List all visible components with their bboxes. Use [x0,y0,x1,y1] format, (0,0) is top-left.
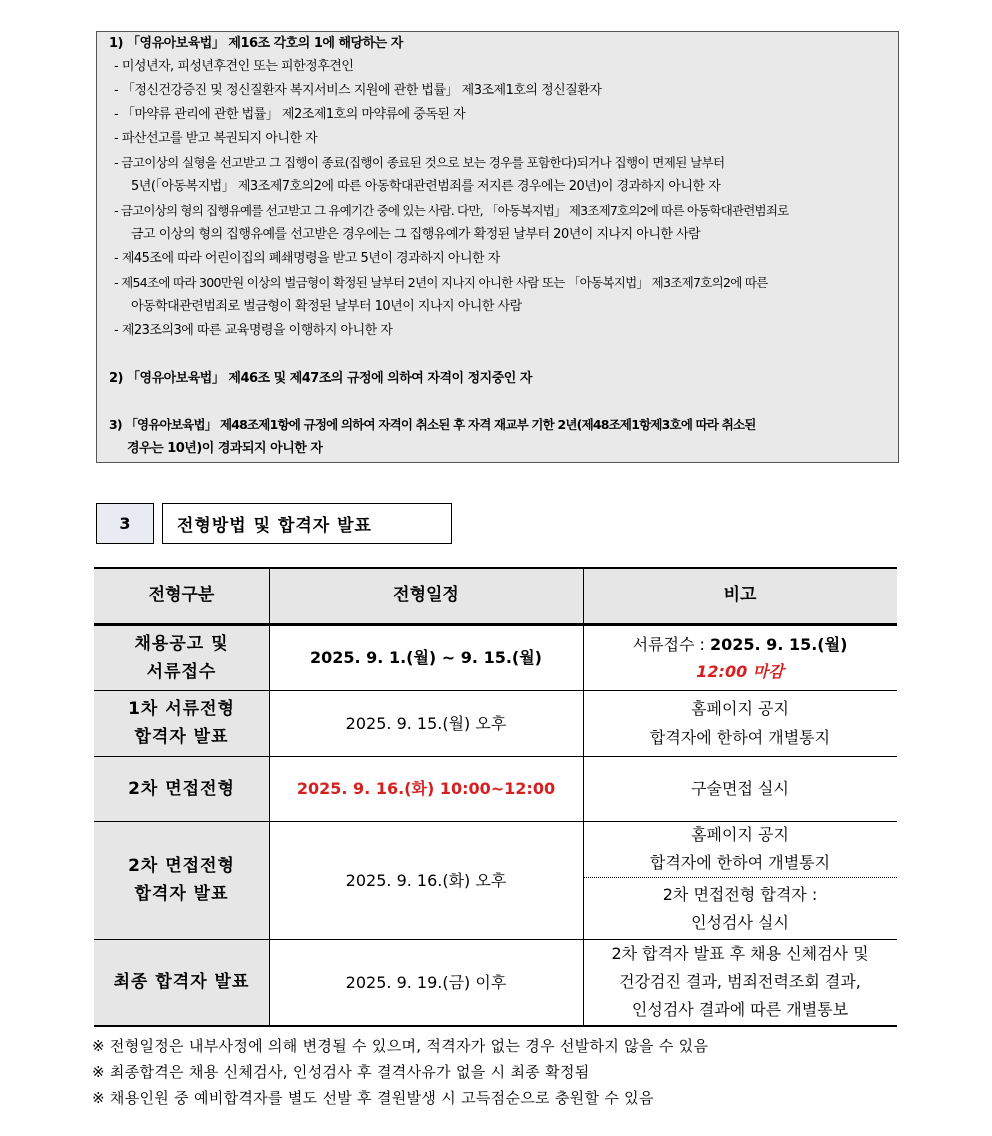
item1-line: - 미성년자, 피성년후견인 또는 피한정후견인 [114,59,354,74]
item1-line: - 제54조에 따라 300만원 이상의 벌금형이 확정된 날부터 2년이 지나지 아니한 사람 또는 「아동복지법」 제3조제7호의2에 따른 [114,275,768,290]
table-row-category: 2차 면접전형 [94,756,269,821]
table-row-category: 채용공고 및 서류접수 [94,625,269,690]
table-rule [94,567,897,569]
item3-line1: 3) 「영유아보육법」 제48조제1항에 규정에 의하여 자격이 취소된 후 자격 재교부 기한 2년(제48조제1항제3호에 따라 취소된 [109,417,756,432]
header-schedule: 전형일정 [269,567,583,623]
table-row-note-sub: 2차 면접전형 합격자 : 인성검사 실시 [662,884,818,932]
table-row-category: 2차 면접전형 합격자 발표 [94,821,269,939]
table-row-note: 홈페이지 공지 합격자에 한하여 개별통지 [649,825,831,872]
schedule-table [94,567,897,1027]
table-row-schedule: 2025. 9. 16.(화) 오후 [345,870,507,890]
table-row-schedule: 2025. 9. 16.(화) 10:00~12:00 [296,779,556,798]
item1-line: 금고 이상의 형의 집행유예를 선고받은 경우에는 그 집행유예가 확정된 날부터 20년이 지나지 아니한 사람 [131,227,701,242]
item1-line: 5년(「아동복지법」 제3조제7호의2에 따른 아동학대관련범죄를 저지른 경우에는 20년)이 경과하지 아니한 자 [131,179,721,194]
table-rule [94,821,897,822]
table-rule [94,939,897,940]
table-row-category: 1차 서류전형 합격자 발표 [94,690,269,756]
table-row-category: 최종 합격자 발표 [94,939,269,1025]
item1-line: - 「정신건강증진 및 정신질환자 복지서비스 지원에 관한 법률」 제3조제1호의 정신질환자 [114,83,602,98]
item1-line: - 제23조의3에 따른 교육명령을 이행하지 아니한 자 [114,323,393,338]
table-row-schedule: 2025. 9. 1.(월) ~ 9. 15.(월) [309,648,542,667]
item3-line2: 경우는 10년)이 경과되지 아니한 자 [127,441,323,456]
footnote: ※ 채용인원 중 예비합격자를 별도 선발 후 결원발생 시 고득점순으로 충원할 수 있음 [92,1089,654,1107]
header-note: 비고 [583,567,897,623]
deadline-text: 12:00 마감 [696,661,784,681]
table-rule [94,1025,897,1027]
item1-line: - 금고이상의 실형을 선고받고 그 집행이 종료(집행이 종료된 것으로 보는 경우를 포함한다)되거나 집행이 면제된 날부터 [114,155,725,170]
section-title: 전형방법 및 합격자 발표 [162,503,452,544]
item1-line: 아동학대관련범죄로 벌금형이 확정된 날부터 10년이 지나지 아니한 사람 [131,299,522,314]
footnote: ※ 전형일정은 내부사정에 의해 변경될 수 있으며, 적격자가 없는 경우 선발하지 않을 수 있음 [92,1037,709,1055]
table-col-rule [583,567,584,1027]
footnote: ※ 최종합격은 채용 신체검사, 인성검사 후 결격사유가 없을 시 최종 확정됨 [92,1063,590,1081]
table-row-note: 서류접수 : 2025. 9. 15.(월) 12:00 마감 [583,625,897,690]
header-category: 전형구분 [94,567,269,623]
item1-line: - 제45조에 따라 어린이집의 폐쇄명령을 받고 5년이 경과하지 아니한 자 [114,251,500,266]
table-row-schedule: 2025. 9. 19.(금) 이후 [345,972,507,992]
section-number: 3 [96,503,154,544]
item1-line: - 「마약류 관리에 관한 법률」 제2조제1호의 마약류에 중독된 자 [114,107,466,122]
item1-line: - 파산선고를 받고 복권되지 아니한 자 [114,131,318,146]
table-col-rule [269,567,270,1027]
table-rule [94,756,897,757]
table-row-note: 홈페이지 공지 합격자에 한하여 개별통지 [649,699,831,747]
disqualification-box [96,31,899,463]
table-row-note: 2차 합격자 발표 후 채용 신체검사 및 건강검진 결과, 범죄전력조회 결과, 인성검사 결과에 따른 개별통보 [611,944,869,1019]
item1-title: 1) 「영유아보육법」 제16조 각호의 1에 해당하는 자 [109,36,403,51]
item2: 2) 「영유아보육법」 제46조 및 제47조의 규정에 의하여 자격이 정지중인 자 [109,371,532,386]
item1-line: - 금고이상의 형의 집행유예를 선고받고 그 유예기간 중에 있는 사람. 다만, 「아동복지법」 제3조제7호의2에 따른 아동학대관련범죄로 [114,203,789,218]
table-rule [94,690,897,691]
table-row-schedule: 2025. 9. 15.(월) 오후 [345,713,507,733]
table-rule [94,623,897,626]
table-row-note: 구술면접 실시 [691,779,789,798]
